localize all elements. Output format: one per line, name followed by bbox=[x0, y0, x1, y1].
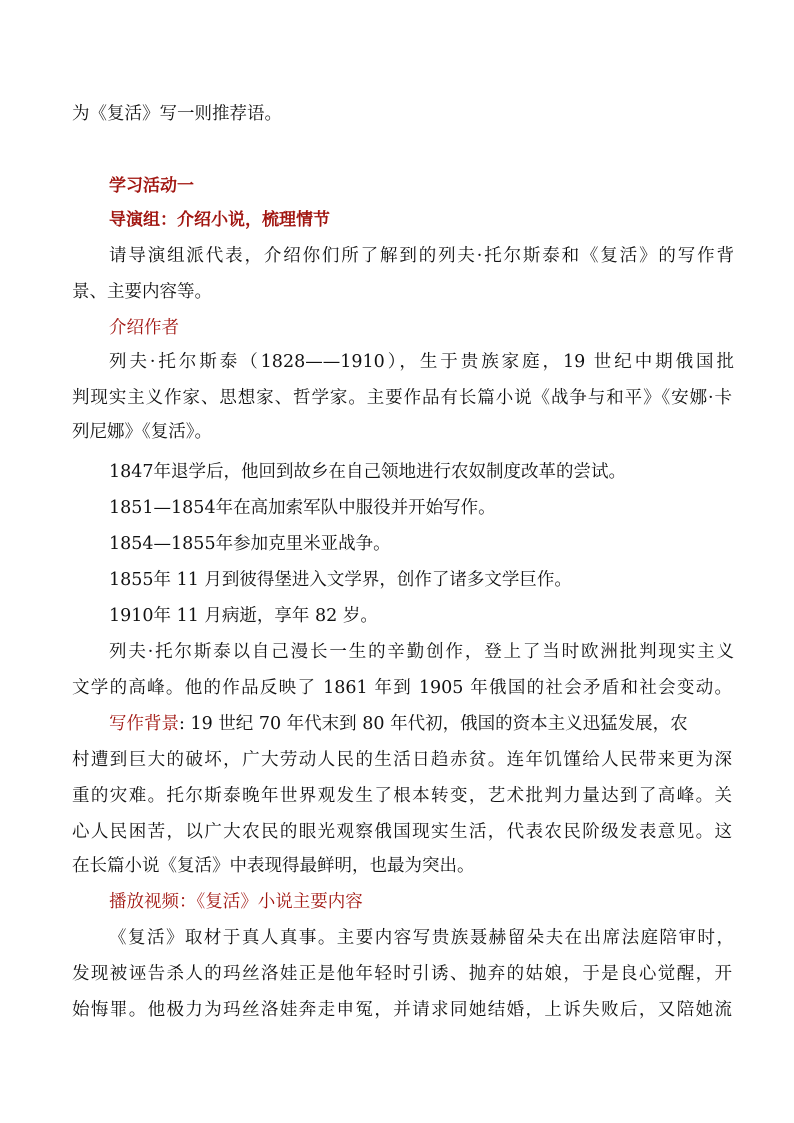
author-summary-line-2: 文学的高峰。他的作品反映了 1861 年到 1905 年俄国的社会矛盾和社会变动。 bbox=[72, 678, 732, 698]
activity-title: 学习活动一 bbox=[109, 176, 194, 196]
video-line-2: 发现被诬告杀人的玛丝洛娃正是他年轻时引诱、抛弃的姑娘，于是良心觉醒，开 bbox=[72, 964, 732, 984]
group-title: 导演组：介绍小说，梳理情节 bbox=[109, 210, 330, 230]
background-label: 写作背景 bbox=[109, 714, 179, 734]
task-line-2: 景、主要内容等。 bbox=[72, 282, 212, 302]
video-heading: 播放视频：《复活》小说主要内容 bbox=[109, 892, 363, 912]
intro-line: 为《复活》写一则推荐语。 bbox=[72, 104, 282, 124]
author-event: 1847年退学后，他回到故乡在自己领地进行农奴制度改革的尝试。 bbox=[109, 462, 627, 482]
author-heading: 介绍作者 bbox=[109, 318, 179, 338]
video-line-3: 始悔罪。他极力为玛丝洛娃奔走申冤，并请求同她结婚，上诉失败后，又陪她流 bbox=[72, 1000, 732, 1020]
background-line-4: 心人民困苦，以广大农民的眼光观察俄国现实生活，代表农民阶级发表意见。这 bbox=[72, 822, 732, 842]
background-line-2: 村遭到巨大的破坏，广大劳动人民的生活日趋赤贫。连年饥馑给人民带来更为深 bbox=[72, 750, 732, 770]
background-line-1-text: : 19 世纪 70 年代末到 80 年代初，俄国的资本主义迅猛发展，农 bbox=[179, 714, 688, 734]
author-event: 1910年 11 月病逝，享年 82 岁。 bbox=[109, 606, 378, 626]
author-summary-line-1: 列夫·托尔斯泰以自己漫长一生的辛勤创作，登上了当时欧洲批判现实主义 bbox=[109, 642, 734, 662]
video-line-1: 《复活》取材于真人真事。主要内容写贵族聂赫留朵夫在出席法庭陪审时， bbox=[109, 928, 734, 948]
author-event: 1851—1854年在高加索军队中服役并开始写作。 bbox=[109, 498, 496, 518]
author-event: 1855年 11 月到彼得堡进入文学界，创作了诸多文学巨作。 bbox=[109, 570, 572, 590]
author-event: 1854—1855年参加克里米亚战争。 bbox=[109, 534, 391, 554]
author-bio-line-1: 列夫·托尔斯泰（1828——1910），生于贵族家庭，19 世纪中期俄国批 bbox=[109, 352, 734, 372]
background-line-1 bbox=[109, 714, 734, 734]
task-line-1: 请导演组派代表，介绍你们所了解到的列夫·托尔斯泰和《复活》的写作背 bbox=[109, 246, 734, 266]
background-line-3: 重的灾难。托尔斯泰晚年世界观发生了根本转变，艺术批判力量达到了高峰。关 bbox=[72, 786, 732, 806]
author-bio-line-3: 列尼娜》《复活》。 bbox=[72, 422, 212, 442]
author-bio-line-2: 判现实主义作家、思想家、哲学家。主要作品有长篇小说《战争与和平》《安娜·卡 bbox=[72, 388, 732, 408]
background-line-5: 在长篇小说《复活》中表现得最鲜明，也最为突出。 bbox=[72, 856, 475, 876]
